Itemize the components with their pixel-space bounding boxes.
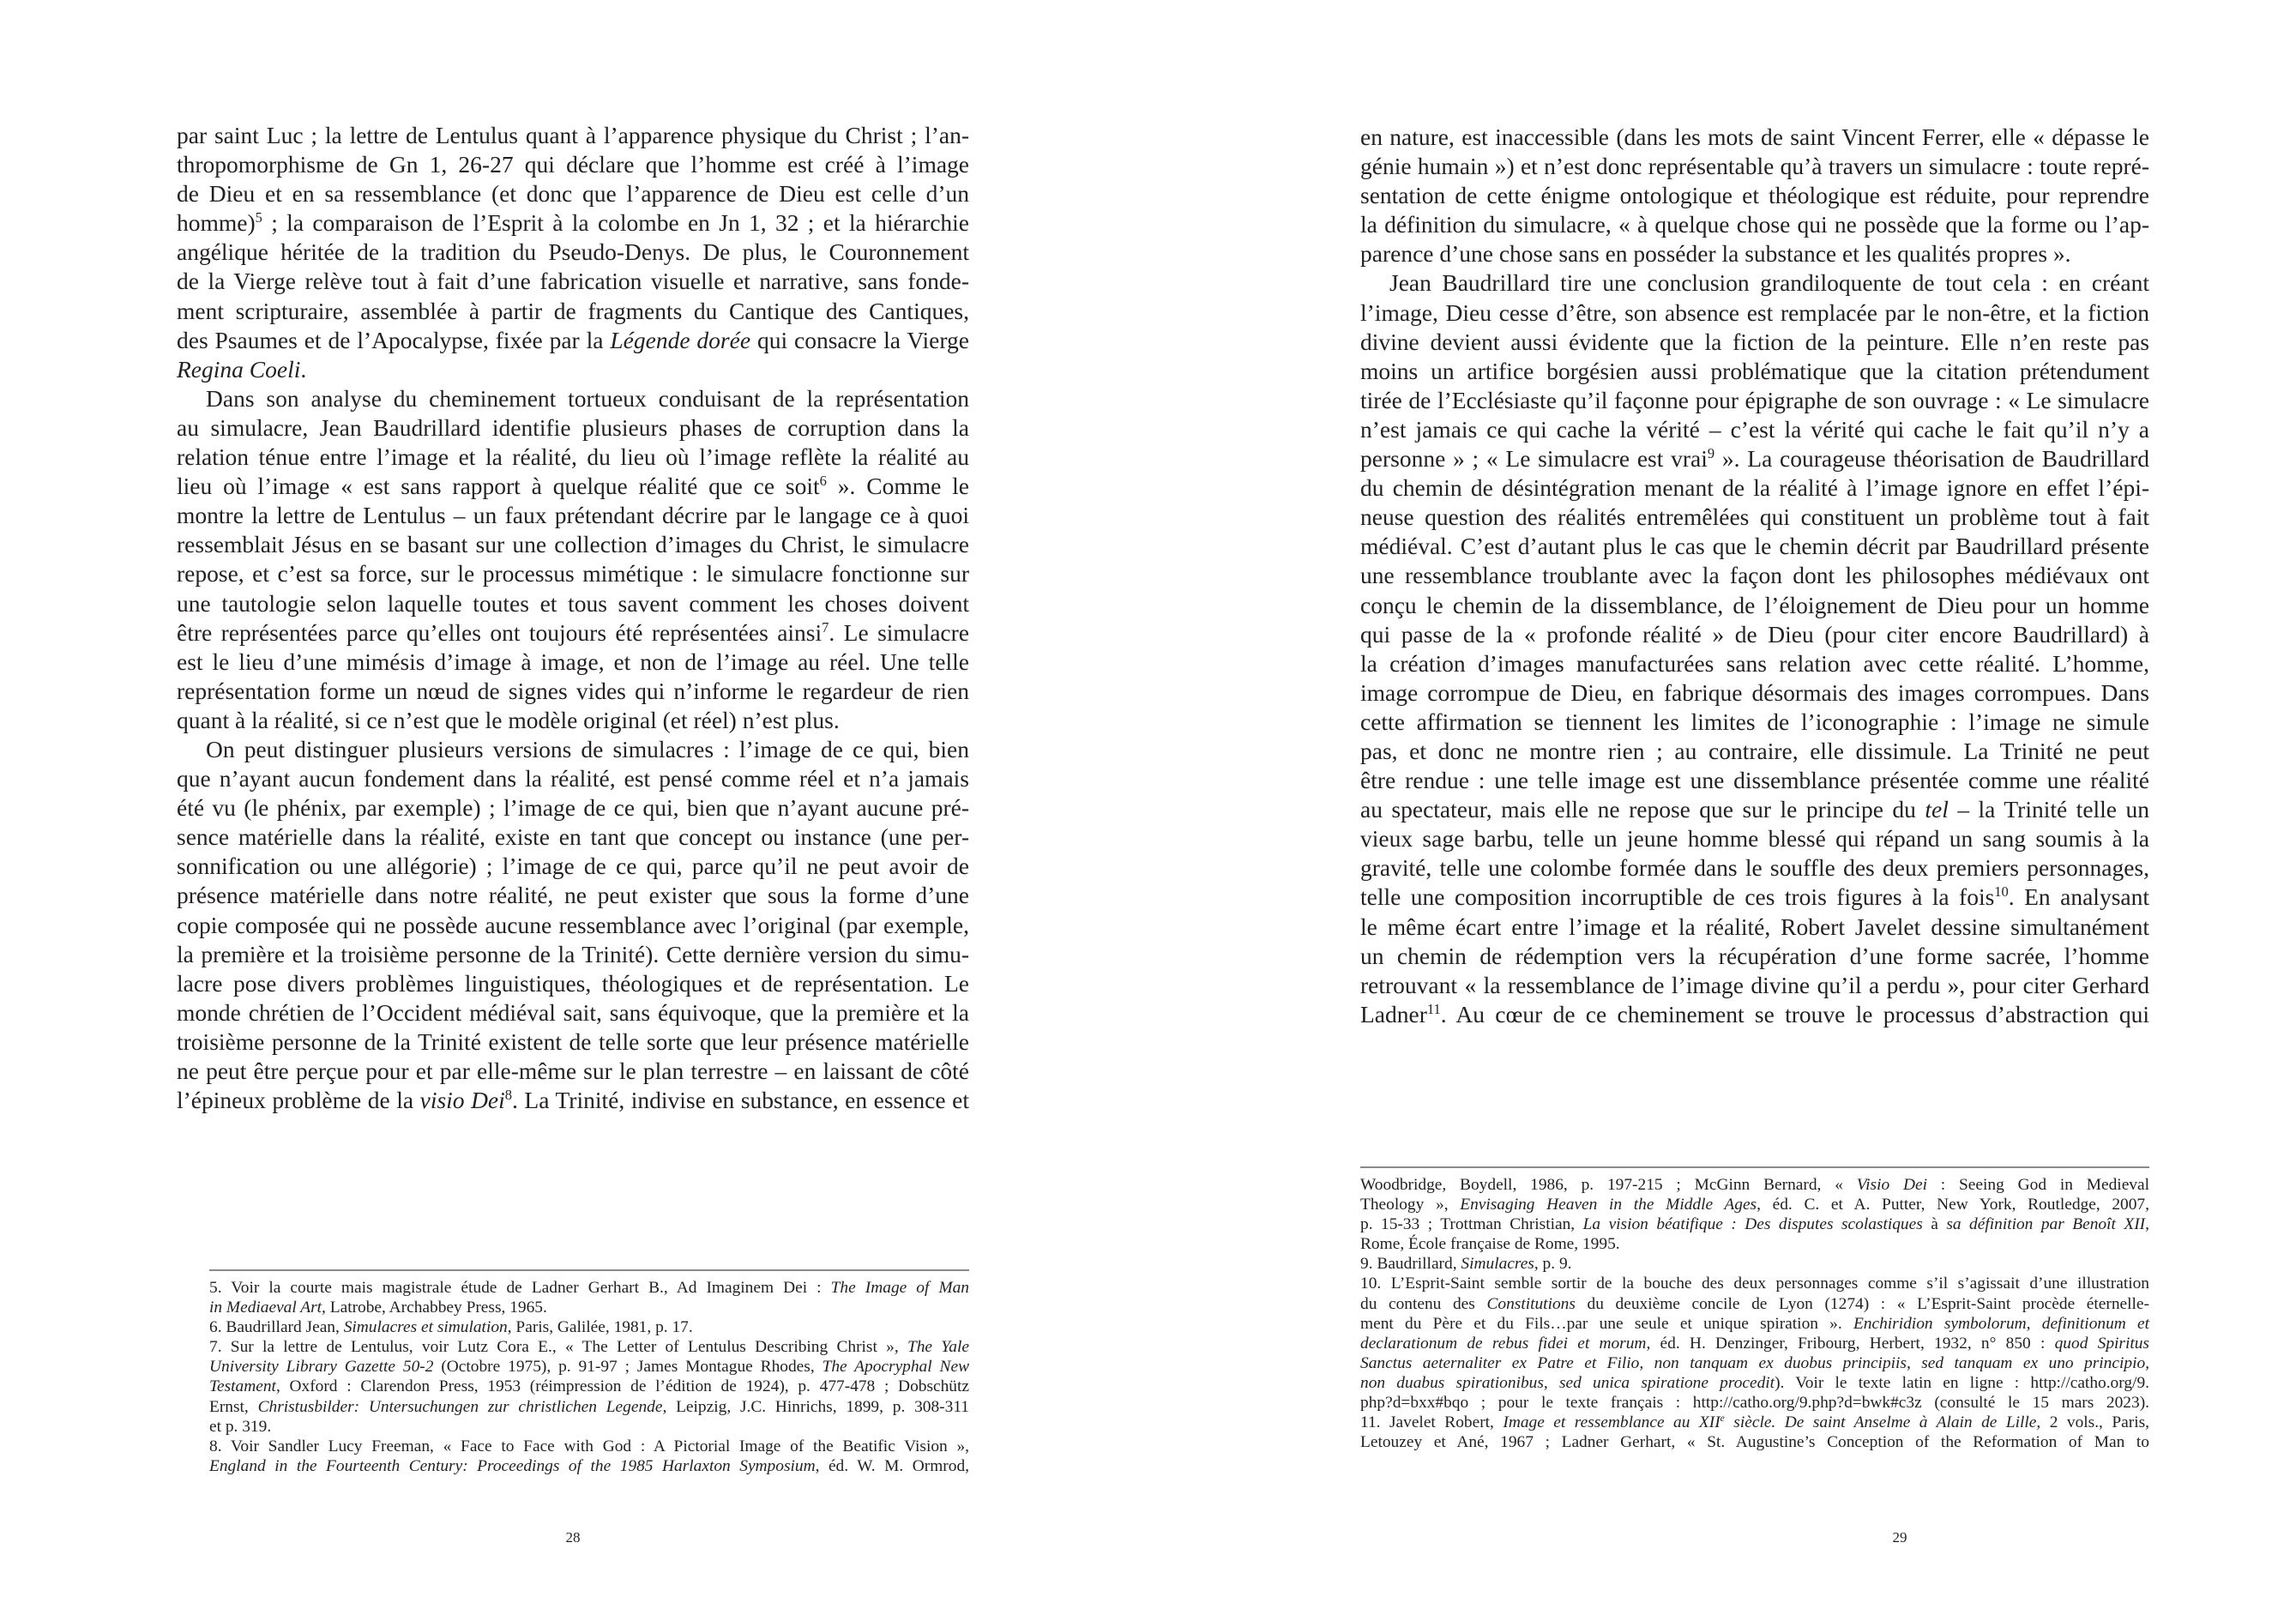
text-run: la première et la troisième personne de la Trinité). Cette dernière version du simu- — [177, 940, 969, 967]
text-run: une ressemblance troublante avec la façon dont les philosophes médiévaux ont — [1360, 562, 2149, 589]
text-line — [1360, 1214, 2149, 1234]
italic-text: England in the Fourteenth Century: Proceedings of the 1985 Harlaxton Symposium — [209, 1456, 816, 1475]
text-run: un chemin de rédemption vers la récupération d’une forme sacrée, l’homme — [1360, 942, 2149, 969]
text-run: , éd. C. et A. Putter, New York, Routledge, 2007, — [1757, 1196, 2149, 1214]
text-line — [177, 1027, 969, 1057]
text-line — [1360, 591, 2149, 620]
text-line — [1360, 883, 2149, 912]
text-run: Woodbridge, Boydell, 1986, p. 197-215 ; McGinn Bernard, « — [1360, 1176, 1857, 1194]
text-run: php?d=bxx#bqo ; pour le texte français : http://catho.org/9.php?d=bwk#c3z (consulté le 15 mars 2023). — [1360, 1394, 2149, 1413]
text-run: le même écart entre l’image et la réalité, Robert Javelet dessine simultanément — [1360, 913, 2149, 940]
text-line — [177, 208, 969, 238]
text-run: pas, et donc ne montre rien ; au contraire, elle dissimule. La Trinité ne peut — [1360, 737, 2149, 764]
text-line — [177, 413, 969, 443]
text-line — [1360, 795, 2149, 824]
text-run: lacre pose divers problèmes linguistiques, théologiques et de représentation. Le — [177, 969, 969, 997]
text-line — [209, 1397, 969, 1417]
text-run: – la Trinité telle un — [1948, 796, 2149, 823]
text-run: sentation de cette énigme ontologique et théologique est réduite, pour reprendre — [1360, 182, 2149, 209]
text-line — [1360, 1432, 2149, 1452]
text-line — [1360, 824, 2149, 853]
italic-text: Enchiridion symbolorum, definitionum et — [1853, 1314, 2149, 1333]
italic-text: The Yale — [907, 1338, 969, 1357]
italic-text: Visio Dei — [1856, 1176, 1927, 1194]
text-line — [209, 1278, 969, 1298]
text-run: : Seeing God in Medieval — [1926, 1176, 2149, 1194]
text-run: au simulacre, Jean Baudrillard identifie plusieurs phases de corruption dans la — [177, 413, 969, 441]
text-run: par saint Luc ; la lettre de Lentulus quant à l’apparence physique du Christ ; l’an- — [177, 122, 969, 148]
text-line — [1360, 123, 2149, 152]
footnote-divider — [209, 1269, 969, 1271]
text-line — [1360, 1413, 2149, 1432]
text-run: l’image, Dieu cesse d’être, son absence est remplacée par le non-être, et la fiction — [1360, 298, 2149, 326]
italic-text: Sanctus aeternaliter ex Patre et Filio, non tanquam ex duobus principiis, sed tanquam ex uno principio, — [1360, 1353, 2149, 1372]
text-line — [177, 793, 969, 823]
text-run: cette affirmation se tiennent les limites de l’iconographie : l’image ne simule — [1360, 708, 2149, 735]
text-run: gravité, telle une colombe formée dans le souffle des deux premiers personnages, — [1360, 854, 2149, 882]
italic-text: visio Dei — [419, 1087, 505, 1114]
text-line — [1360, 1274, 2149, 1293]
text-line — [1360, 298, 2149, 328]
text-line — [177, 559, 969, 588]
text-run: personne » ; « Le simulacre est vrai — [1360, 445, 1708, 473]
text-line — [1360, 1314, 2149, 1334]
page-number: 28 — [565, 1529, 581, 1546]
right-page — [1148, 0, 2296, 1621]
text-run: lieu où l’image « est sans rapport à quelque réalité que ce soit — [177, 473, 820, 500]
text-line — [1360, 532, 2149, 561]
body-text — [1360, 123, 2149, 1029]
text-run: en nature, est inaccessible (dans les mots de saint Vincent Ferrer, elle « dépasse le — [1360, 124, 2149, 150]
footnotes — [1360, 1175, 2149, 1452]
footnote-reference: 6 — [819, 473, 827, 490]
italic-text: University Library Gazette 50-2 — [209, 1358, 434, 1377]
text-line — [177, 735, 969, 764]
text-run: Latrobe, Archabbey Press, 1965. — [325, 1299, 547, 1317]
text-run: sonnification ou une allégorie) ; l’image de ce qui, parce qu’il ne peut avoir de — [177, 853, 969, 880]
text-run: de Dieu et en sa ressemblance (et donc que l’apparence de Dieu est celle d’un — [177, 180, 969, 208]
text-line — [1360, 386, 2149, 415]
text-run: l’épineux problème de la — [177, 1087, 420, 1114]
text-run: . En analysant — [2008, 883, 2149, 911]
text-run: qui consacre la Vierge — [750, 326, 970, 353]
text-run: ). Voir le texte latin en ligne : http://catho.org/9. — [1775, 1373, 2149, 1392]
text-line — [1360, 1334, 2149, 1353]
text-line — [1360, 415, 2149, 444]
text-run: tirée de l’Ecclésiaste qu’il façonne pour épigraphe de son ouvrage : « Le simulacre — [1360, 386, 2149, 413]
text-line — [1360, 473, 2149, 503]
text-run: copie composée qui ne possède aucune ressemblance avec l’original (par exemple, — [177, 911, 969, 938]
text-run: Theology », — [1360, 1196, 1461, 1214]
text-run: divine devient aussi évidente que la fiction de la peinture. Elle n’en reste pas — [1360, 328, 2149, 355]
text-line — [1360, 1175, 2149, 1195]
text-line — [177, 355, 969, 384]
italic-text: The Image of Man — [830, 1279, 969, 1297]
text-line — [177, 589, 969, 618]
text-run: Dans son analyse du cheminement tortueux conduisant de la représentation — [206, 384, 969, 412]
text-run: conçu le chemin de la dissemblance, de l’éloignement de Dieu pour un homme — [1360, 591, 2149, 618]
text-line — [177, 297, 969, 326]
text-line — [177, 764, 969, 793]
text-run: représentation forme un nœud de signes vides qui n’informe le regardeur de rien — [177, 677, 969, 704]
text-line — [177, 1086, 969, 1115]
text-run: n’est jamais ce qui cache la vérité – c’est la vérité qui cache le fait qu’il n’y a — [1360, 415, 2149, 443]
text-run: , éd. H. Denzinger, Fribourg, Herbert, 1932, n° 850 : — [1646, 1334, 2055, 1353]
text-line — [1360, 503, 2149, 532]
text-line — [1360, 649, 2149, 678]
text-line — [1360, 913, 2149, 942]
text-run: . — [300, 355, 307, 383]
text-line — [177, 150, 969, 179]
italic-text: Envisaging Heaven in the Middle Ages — [1460, 1196, 1757, 1214]
italic-text: in Mediaeval Art, — [209, 1299, 326, 1317]
text-line — [177, 706, 969, 735]
text-line — [1360, 181, 2149, 210]
text-run: troisième personne de la Trinité existent de telle sorte que leur présence matérielle — [177, 1027, 969, 1055]
text-run: 5. Voir la courte mais magistrale étude de Ladner Gerhart B., Ad Imaginem Dei : — [209, 1279, 831, 1297]
text-run: thropomorphisme de Gn 1, 26-27 qui déclare que l’homme est créé à l’image — [177, 151, 969, 178]
text-line — [177, 1057, 969, 1086]
text-run: des Psaumes et de l’Apocalypse, fixée par la — [177, 326, 611, 353]
text-run: une tautologie selon laquelle toutes et tous savent comment les choses doivent — [177, 589, 969, 617]
text-line — [1360, 357, 2149, 386]
text-line — [177, 823, 969, 852]
text-run: repose, et c’est sa force, sur le processus mimétique : le simulacre fonctionne sur — [177, 560, 969, 588]
italic-text: non duabus spirationibus, sed unica spiratione procedit — [1360, 1373, 1775, 1392]
text-run: ». La courageuse théorisation de Baudrillard — [1714, 445, 2149, 473]
italic-text: Testament — [209, 1377, 276, 1396]
text-run: 10. L’Esprit-Saint semble sortir de la bouche des deux personnages comme s’il s’agissait d’une illustration — [1360, 1275, 2149, 1293]
italic-text: Christusbilder: Untersuchungen zur christlichen Legende — [257, 1397, 663, 1416]
italic-text: Légende dorée — [610, 326, 751, 353]
text-line — [209, 1337, 969, 1357]
italic-text: Image et ressemblance au XII — [1503, 1413, 1720, 1432]
body-text — [177, 121, 969, 1115]
text-run: vieux sage barbu, telle un jeune homme blessé qui répand un sang soumis à la — [1360, 825, 2149, 853]
text-run: Rome, École française de Rome, 1995. — [1360, 1235, 1620, 1254]
text-run: être rendue : une telle image est une dissemblance présentée comme une réalité — [1360, 767, 2149, 794]
text-run: sence matérielle dans la réalité, existe en tant que concept ou instance (une per- — [177, 823, 969, 851]
text-line — [177, 648, 969, 677]
text-line — [177, 998, 969, 1027]
italic-text: Simulacres — [1461, 1255, 1534, 1274]
text-line — [209, 1298, 969, 1317]
text-run: , 2 vols., Paris, — [2036, 1413, 2149, 1432]
text-run: homme) — [177, 209, 256, 237]
text-line — [1360, 239, 2149, 268]
text-run: , p. 9. — [1534, 1255, 1572, 1274]
text-run: monde chrétien de l’Occident médiéval sait, sans équivoque, que la première et la — [177, 998, 969, 1026]
footnote-reference: 8 — [504, 1087, 513, 1104]
italic-text: The Apocryphal New — [822, 1358, 969, 1377]
text-line — [1360, 1294, 2149, 1314]
text-line — [177, 881, 969, 910]
text-run: Ernst, — [209, 1397, 258, 1416]
text-run: moins un artifice borgésien aussi problématique que la citation prétendument — [1360, 357, 2149, 384]
footnote-reference: 5 — [255, 209, 262, 226]
text-line — [1360, 561, 2149, 590]
text-run: présence matérielle dans notre réalité, ne peut exister que sous la forme d’une — [177, 882, 969, 909]
text-line — [1360, 1353, 2149, 1373]
text-run: été vu (le phénix, par exemple) ; l’image de ce qui, bien que n’ayant aucune pré- — [177, 794, 969, 822]
text-run: image corrompue de Dieu, en fabrique désormais des images corrompues. Dans — [1360, 678, 2149, 706]
text-run: être représentées parce qu’elles ont toujours été représentées ainsi — [177, 618, 823, 646]
text-run: et p. 319. — [209, 1417, 272, 1436]
text-run: Jean Baudrillard tire une conclusion grandiloquente de tout cela : en créant — [1389, 269, 2149, 297]
text-run: qui passe de la « profonde réalité » de Dieu (pour citer encore Baudrillard) à — [1360, 620, 2149, 648]
text-run: la définition du simulacre, « à quelque chose qui ne possède que la forme ou l’ap- — [1360, 211, 2149, 238]
text-line — [1360, 210, 2149, 239]
footnote-reference: 7 — [822, 618, 829, 636]
text-run: la création d’images manufacturées sans relation avec cette réalité. L’homme, — [1360, 649, 2149, 677]
italic-text: declarationum de rebus fidei et morum — [1360, 1334, 1647, 1353]
text-run: . Le simulacre — [829, 618, 969, 646]
text-line — [177, 940, 969, 969]
text-line — [1360, 708, 2149, 737]
text-run: , Paris, Galilée, 1981, p. 17. — [507, 1318, 693, 1337]
text-run: Letouzey et Ané, 1967 ; Ladner Gerhart, « St. Augustine’s Conception of the Reformation of Man to — [1360, 1433, 2149, 1452]
text-line — [177, 852, 969, 881]
text-line — [177, 618, 969, 648]
text-line — [1360, 444, 2149, 473]
text-run: que n’ayant aucun fondement dans la réalité, est pensé comme réel et n’a jamais — [177, 765, 969, 792]
text-run: On peut distinguer plusieurs versions de simulacres : l’image de ce qui, bien — [206, 735, 969, 762]
text-line — [1360, 620, 2149, 649]
italic-text: Regina Coeli — [177, 355, 301, 383]
text-line — [177, 443, 969, 472]
text-line — [1360, 152, 2149, 181]
text-line — [209, 1377, 969, 1396]
text-run: 8. Voir Sandler Lucy Freeman, « Face to Face with God : A Pictorial Image of the Beatific Vision », — [209, 1437, 969, 1455]
text-run: relation ténue entre l’image et la réalité, du lieu où l’image reflète la réalité au — [177, 443, 969, 471]
italic-text: siècle. De saint Anselme à Alain de Lille — [1724, 1413, 2037, 1432]
text-line — [1360, 1000, 2149, 1029]
text-line — [209, 1357, 969, 1377]
text-line — [177, 501, 969, 530]
text-line — [209, 1417, 969, 1437]
text-line — [1360, 268, 2149, 298]
text-line — [1360, 1195, 2149, 1214]
text-run: quant à la réalité, si ce n’est que le modèle original (et réel) n’est plus. — [177, 706, 840, 733]
text-line — [209, 1456, 969, 1476]
text-line — [177, 326, 969, 355]
text-run: telle une composition incorruptible de ces trois figures à la fois — [1360, 883, 1995, 911]
text-run: . Au cœur de ce cheminement se trouve le processus d’abstraction qui — [1440, 1000, 2149, 1027]
text-run: ressemblait Jésus en se basant sur une collection d’images du Christ, le simulacre — [177, 531, 969, 558]
text-run: . La Trinité, indivise en substance, en essence et — [512, 1087, 969, 1114]
text-run: ; la comparaison de l’Esprit à la colombe en Jn 1, 32 ; et la hiérarchie — [262, 209, 969, 237]
text-run: ment du Père et du Fils…par une seule et unique spiration ». — [1360, 1314, 1853, 1333]
italic-text: sa définition par Benoît XII — [1946, 1215, 2146, 1234]
italic-text: La vision béatifique : Des disputes scolastiques — [1582, 1215, 1923, 1234]
text-run: du chemin de désintégration menant de la réalité à l’image ignore en effet l’épi- — [1360, 474, 2149, 502]
text-line — [177, 384, 969, 413]
text-run: retrouvant « la ressemblance de l’image divine qu’il a perdu », pour citer Gerhard — [1360, 971, 2149, 998]
text-run: du deuxième concile de Lyon (1274) : « L’Esprit-Saint procède éternelle- — [1575, 1294, 2149, 1313]
text-run: , Oxford : Clarendon Press, 1953 (réimpression de l’édition de 1924), p. 477-478 ; Dobschütz — [275, 1377, 969, 1396]
text-line — [1360, 328, 2149, 357]
text-run: Ladner — [1360, 1000, 1427, 1027]
text-line — [1360, 971, 2149, 1000]
text-line — [177, 472, 969, 501]
text-run: au spectateur, mais elle ne repose que sur le principe du — [1360, 796, 1925, 823]
text-run: ment scripturaire, assemblée à partir de fragments du Cantique des Cantiques, — [177, 297, 969, 324]
text-line — [177, 530, 969, 559]
text-line — [177, 677, 969, 706]
text-run: parence d’une chose sans en posséder la substance et les qualités propres ». — [1360, 240, 2071, 268]
text-line — [1360, 1393, 2149, 1413]
text-run: est le lieu d’une mimésis d’image à image, et non de l’image au réel. Une telle — [177, 648, 969, 675]
text-run: ». Comme le — [826, 473, 969, 500]
page-number: 29 — [1892, 1529, 1907, 1546]
text-run: à — [1922, 1215, 1947, 1234]
text-run: neuse question des réalités entremêlées qui constituent un problème tout à fait — [1360, 503, 2149, 531]
text-line — [1360, 1234, 2149, 1254]
text-run: , Leipzig, J.C. Hinrichs, 1899, p. 308-311 — [662, 1397, 969, 1416]
text-line — [177, 121, 969, 150]
text-run: médiéval. C’est d’autant plus le cas que le chemin décrit par Baudrillard présente — [1360, 533, 2149, 560]
text-line — [1360, 1254, 2149, 1274]
text-run: 9. Baudrillard, — [1360, 1255, 1461, 1274]
text-run: génie humain ») et n’est donc représentable qu’à travers un simulacre : toute repré- — [1360, 153, 2149, 180]
text-run: 11. Javelet Robert, — [1360, 1413, 1504, 1432]
footnote-divider — [1360, 1166, 2149, 1168]
text-run: (Octobre 1975), p. 91-97 ; James Montague Rhodes, — [433, 1358, 823, 1377]
text-line — [177, 238, 969, 267]
text-line — [177, 267, 969, 296]
footnote-reference: 11 — [1426, 1000, 1441, 1017]
text-run: ne peut être perçue pour et par elle-même sur le plan terrestre – en laissant de côté — [177, 1058, 969, 1084]
text-line — [177, 179, 969, 208]
text-line — [177, 969, 969, 998]
text-line — [209, 1437, 969, 1456]
text-line — [1360, 942, 2149, 971]
text-line — [209, 1317, 969, 1337]
italic-text: Constitutions — [1486, 1294, 1576, 1313]
italic-text: Simulacres et simulation — [343, 1318, 508, 1337]
text-line — [1360, 678, 2149, 708]
text-run: angélique héritée de la tradition du Pseudo-Denys. De plus, le Couronnement — [177, 238, 969, 266]
italic-text: tel — [1925, 796, 1949, 823]
text-line — [177, 911, 969, 940]
text-run: 6. Baudrillard Jean, — [209, 1318, 344, 1337]
footnotes — [209, 1278, 969, 1476]
text-run: du contenu des — [1360, 1294, 1487, 1313]
text-run: montre la lettre de Lentulus – un faux prétendant décrire par le langage ce à quoi — [177, 502, 969, 529]
text-run: , — [2145, 1215, 2149, 1234]
footnote-reference: 9 — [1707, 445, 1715, 462]
footnote-reference: 10 — [1994, 883, 2009, 901]
text-line — [1360, 853, 2149, 883]
text-run: , éd. W. M. Ormrod, — [815, 1456, 970, 1475]
footnote-reference: e — [1720, 1413, 1725, 1425]
text-line — [1360, 766, 2149, 795]
italic-text: quod Spiritus — [2054, 1334, 2149, 1353]
text-line — [1360, 1373, 2149, 1393]
text-run: 7. Sur la lettre de Lentulus, voir Lutz Cora E., « The Letter of Lentulus Describing Christ », — [209, 1338, 907, 1357]
text-run: p. 15-33 ; Trottman Christian, — [1360, 1215, 1583, 1234]
text-line — [1360, 737, 2149, 766]
text-run: de la Vierge relève tout à fait d’une fabrication visuelle et narrative, sans fonde- — [177, 268, 969, 295]
